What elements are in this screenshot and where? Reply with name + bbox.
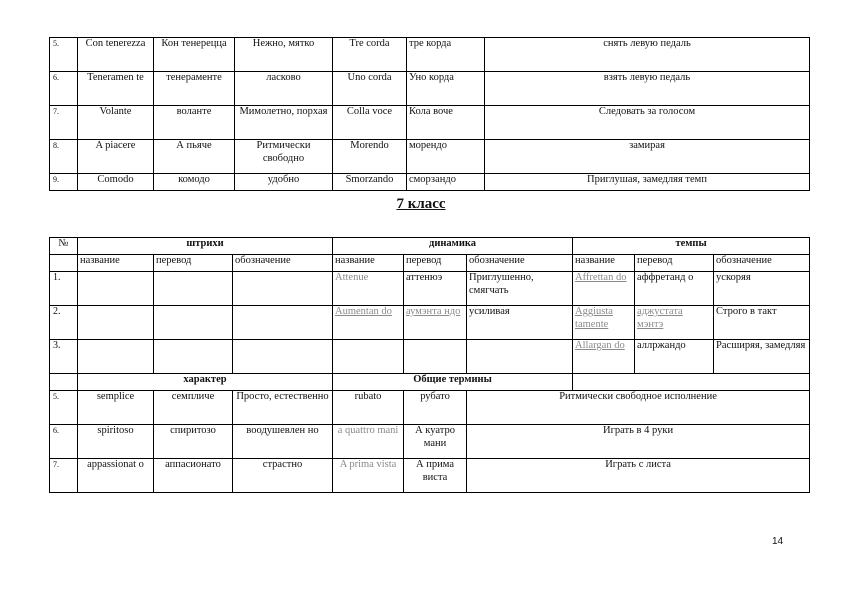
term-italian: A piacere: [78, 140, 154, 174]
tempo-meaning: Расширяя, замедляя: [714, 340, 810, 374]
character-transliteration: спиритозо: [154, 425, 233, 459]
empty-cell: [233, 306, 333, 340]
term-transliteration: тенераменте: [154, 72, 235, 106]
dynamics-meaning: усиливая: [467, 306, 573, 340]
row-number: 1.: [50, 272, 78, 306]
dynamics-term: Attenue: [333, 272, 404, 306]
dynamics-header: динамика: [333, 238, 573, 255]
general-term: rubato: [333, 391, 404, 425]
empty-cell: [50, 374, 78, 391]
character-transliteration: аппасионато: [154, 459, 233, 493]
row-number: 6.: [50, 72, 78, 106]
character-term: semplice: [78, 391, 154, 425]
column-header: название: [78, 255, 154, 272]
general-meaning: Ритмически свободное исполнение: [467, 391, 810, 425]
column-header: обозначение: [714, 255, 810, 272]
empty-cell: [78, 306, 154, 340]
column-header: название: [573, 255, 635, 272]
table-row: [50, 174, 810, 191]
table-row: [50, 38, 810, 72]
empty-cell: [78, 272, 154, 306]
tempo-transliteration: аллржандо: [635, 340, 714, 374]
column-header: обозначение: [233, 255, 333, 272]
general-transliteration: А куатро мани: [404, 425, 467, 459]
term-italian: Volante: [78, 106, 154, 140]
term-italian: Morendo: [333, 140, 407, 174]
column-header: перевод: [635, 255, 714, 272]
term-transliteration: А пьяче: [154, 140, 235, 174]
row-number: 7.: [50, 459, 78, 493]
table-row: [50, 306, 810, 340]
character-meaning: воодушевлен но: [233, 425, 333, 459]
general-terms-header: Общие термины: [333, 374, 573, 391]
row-number: 8.: [50, 140, 78, 174]
empty-cell: [78, 340, 154, 374]
term-translation: ласково: [235, 72, 333, 106]
term-italian: Con tenerezza: [78, 38, 154, 72]
empty-cell: [154, 306, 233, 340]
table-row: [50, 106, 810, 140]
terms-table-top: [49, 37, 810, 191]
general-term: A prima vista: [333, 459, 404, 493]
term-transliteration: Кон тенерецца: [154, 38, 235, 72]
dynamics-meaning: Приглушенно, смягчать: [467, 272, 573, 306]
empty-cell: [50, 255, 78, 272]
character-term: spiritoso: [78, 425, 154, 459]
row-number: 3.: [50, 340, 78, 374]
tempo-term: Aggiusta tamente: [573, 306, 635, 340]
term-italian: Smorzando: [333, 174, 407, 191]
terms-table-grade7: [49, 237, 810, 493]
table-row: [50, 340, 810, 374]
general-transliteration: рубато: [404, 391, 467, 425]
term-transliteration: воланте: [154, 106, 235, 140]
dynamics-term: [333, 340, 404, 374]
term-transliteration: Уно корда: [407, 72, 485, 106]
general-meaning: Играть с листа: [467, 459, 810, 493]
empty-cell: [233, 340, 333, 374]
empty-cell: [154, 340, 233, 374]
term-transliteration: комодо: [154, 174, 235, 191]
table-row: [50, 459, 810, 493]
dynamics-transliteration: аттенюэ: [404, 272, 467, 306]
empty-cell: [233, 272, 333, 306]
term-italian: Uno corda: [333, 72, 407, 106]
empty-cell: [573, 374, 810, 391]
column-header: перевод: [154, 255, 233, 272]
term-transliteration: морендо: [407, 140, 485, 174]
term-italian: Colla voce: [333, 106, 407, 140]
term-italian: Comodo: [78, 174, 154, 191]
strokes-header: штрихи: [78, 238, 333, 255]
tempo-meaning: ускоряя: [714, 272, 810, 306]
term-translation: Следовать за голосом: [485, 106, 810, 140]
section2-header-row: [50, 374, 810, 391]
page-number: 14: [772, 536, 784, 547]
row-number: 2.: [50, 306, 78, 340]
table-row: [50, 391, 810, 425]
tempos-header: темпы: [573, 238, 810, 255]
general-term: a quattro mani: [333, 425, 404, 459]
character-header: характер: [78, 374, 333, 391]
row-number: 5.: [50, 391, 78, 425]
tempo-term: Affrettan do: [573, 272, 635, 306]
character-term: appassionat o: [78, 459, 154, 493]
tempo-transliteration: аджустата мэнтэ: [635, 306, 714, 340]
character-meaning: Просто, естественно: [233, 391, 333, 425]
term-transliteration: тре корда: [407, 38, 485, 72]
character-transliteration: семпличе: [154, 391, 233, 425]
row-number: 6.: [50, 425, 78, 459]
row-number: 9.: [50, 174, 78, 191]
group-header-row: [50, 238, 810, 255]
term-translation: замирая: [485, 140, 810, 174]
term-transliteration: Кола воче: [407, 106, 485, 140]
character-meaning: страстно: [233, 459, 333, 493]
dynamics-meaning: [467, 340, 573, 374]
table-row: [50, 140, 810, 174]
tempo-meaning: Строго в такт: [714, 306, 810, 340]
table-row: [50, 72, 810, 106]
general-transliteration: А прима виста: [404, 459, 467, 493]
term-translation: удобно: [235, 174, 333, 191]
column-header: название: [333, 255, 404, 272]
table-row: [50, 425, 810, 459]
term-translation: Ритмически свободно: [235, 140, 333, 174]
term-translation: Нежно, мятко: [235, 38, 333, 72]
dynamics-transliteration: аумэнта ндо: [404, 306, 467, 340]
term-translation: снять левую педаль: [485, 38, 810, 72]
term-translation: взять левую педаль: [485, 72, 810, 106]
table-row: [50, 272, 810, 306]
term-translation: Приглушая, замедляя темп: [485, 174, 810, 191]
sub-header-row: [50, 255, 810, 272]
term-italian: Teneramen te: [78, 72, 154, 106]
empty-cell: [154, 272, 233, 306]
section-title: 7 класс: [396, 196, 446, 212]
term-transliteration: сморзандо: [407, 174, 485, 191]
dynamics-term: Aumentan do: [333, 306, 404, 340]
row-number: 7.: [50, 106, 78, 140]
term-italian: Tre corda: [333, 38, 407, 72]
column-header: обозначение: [467, 255, 573, 272]
row-number: 5.: [50, 38, 78, 72]
tempo-transliteration: аффретанд о: [635, 272, 714, 306]
number-header: №: [50, 238, 78, 255]
term-translation: Мимолетно, порхая: [235, 106, 333, 140]
general-meaning: Играть в 4 руки: [467, 425, 810, 459]
tempo-term: Allargan do: [573, 340, 635, 374]
column-header: перевод: [404, 255, 467, 272]
dynamics-transliteration: [404, 340, 467, 374]
